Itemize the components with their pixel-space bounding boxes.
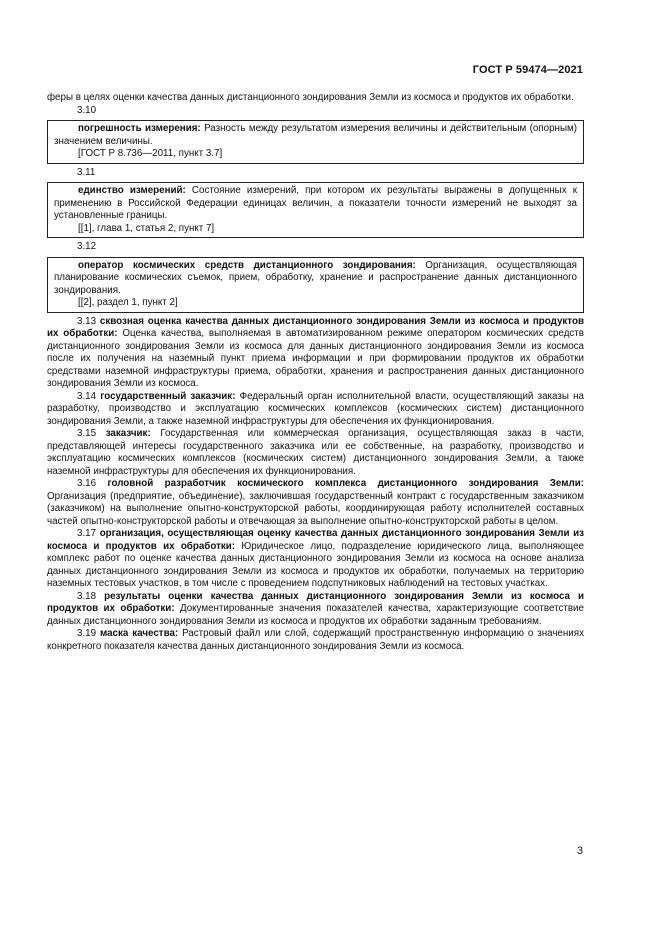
term-definition: Документированные значения показателей качества, характеризующие соответствие данных дистанционного зондирования Земли из космоса и продуктов их обработки заданным требованиям. [47,603,584,627]
term-box [47,120,584,164]
term-number: 3.15 [77,428,97,439]
term-number: 3.11 [77,166,96,178]
term-number: 3.16 [77,478,97,489]
term-name: оператор космических средств дистанционного зондирования: [78,259,416,271]
term-name: результаты оценки качества данных дистанционного зондирования Земли из космоса и продуктов их обработки: [47,590,584,614]
term-paragraph [54,260,577,298]
term-paragraph [54,185,577,223]
term-paragraph [47,391,584,429]
term-name: головной разработчик космического комплекса дистанционного зондирования Земли: [107,478,584,489]
term-definition: Оценка качества, выполняемая в автоматизированном режиме оператором космических средств дистанционного зондирования Земли из космоса для данных дистанционного зондирования Земли из космоса после их получения на наземный пункт приема информации и при формировании продуктов их обработки средствами наземной инфраструктуры приема, обработки, хранения и распространения данных дистанционного зондирования Земли из космоса. [47,328,584,389]
term-number: 3.18 [77,590,97,602]
term-name: сквозная оценка качества данных дистанционного зондирования Земли из космоса и продуктов их обработки: [47,315,584,339]
term-name: погрешность измерения: [78,123,201,134]
term-name: единство измерений: [78,185,186,196]
term-paragraph [47,628,584,653]
page-number: 3 [576,845,583,857]
term-definition: Растровый файл или слой, содержащий пространственную информацию о значениях конкретного показателя качества данных дистанционного зондирования Земли из космоса. [47,628,584,652]
term-name: государственный заказчик: [100,390,236,402]
term-box [47,182,584,238]
term-source: [ГОСТ Р 8.736—2011, пункт 3.7] [78,148,223,159]
term-definition: Разность между результатом измерения величины и действительным (опорным) значением величины. [54,123,578,147]
term-paragraph [47,428,584,478]
term-number: 3.12 [77,241,97,252]
term-definition: Организация (предприятие, объединение), заключившая государственный контракт с государственным заказчиком (заказчиком) на выполнение опытно-конструкторской работы, координирующая работу исполнителей составных частей опытно-конструкторской работы и отвечающая за выполнение опытно-конструкторской работы в целом. [47,490,584,527]
term-number: 3.19 [77,628,97,639]
term-definition: Организация, осуществляющая планирование космических съемок, прием, обработку, хранение и распространение данных дистанционного зондирования. [54,259,577,296]
term-definition: Государственная или коммерческая организация, осуществляющая заказ в части, представляющей интересы государственного заказчика или ее собственные, на разработку, производство и эксплуатацию космических комплексов (космических систем) дистанционного зондирования Земли, а также наземной инфраструктуры для обеспечения их функционирования. [47,428,584,477]
term-name: маска качества: [99,628,179,639]
term-number: 3.13 [77,315,97,327]
term-paragraph [47,316,584,391]
term-number: 3.10 [77,104,97,116]
term-definition: Федеральный орган исполнительной власти, осуществляющий заказы на разработку, производство и эксплуатацию космических комплексов (космических систем) дистанционного зондирования Земли, а также наземной инфраструктуры для обеспечения их функционирования. [47,390,584,427]
term-name: заказчик: [105,428,151,439]
term-definition: Юридическое лицо, подразделение юридического лица, выполняющее комплекс работ по оценке качества данных дистанционного зондирования Земли из космоса на основе анализа данных дистанционного зондирования Земли из космоса и продуктов их обработки, получаемых на территорию наземных тестовых участков, в том числе с проведением подспутниковых наблюдений на тестовых участках. [47,540,584,589]
term-box [47,257,584,313]
term-paragraph [54,123,577,148]
document-id-header: ГОСТ Р 59474—2021 [472,64,583,76]
term-number: 3.17 [77,528,97,539]
term-source: [[1], глава 1, статья 2, пункт 7] [78,222,215,234]
term-paragraph [47,591,584,629]
term-paragraph [47,478,584,528]
term-name: организация, осуществляющая оценку качества данных дистанционного зондирования Земли из космоса и продуктов их обработки: [47,528,584,552]
term-source: [[2], раздел 1, пункт 2] [78,297,178,308]
page-content [47,92,584,653]
intro-paragraph: феры в целях оценки качества данных дистанционного зондирования Земли из космоса и продуктов их обработки. [47,92,574,103]
term-paragraph [47,528,584,591]
term-number: 3.14 [77,390,97,402]
term-definition: Состояние измерений, при котором их результаты выражены в допущенных к применению в Российской Федерации единицах величин, а показатели точности измерений не выходят за установленные границы. [54,185,577,221]
